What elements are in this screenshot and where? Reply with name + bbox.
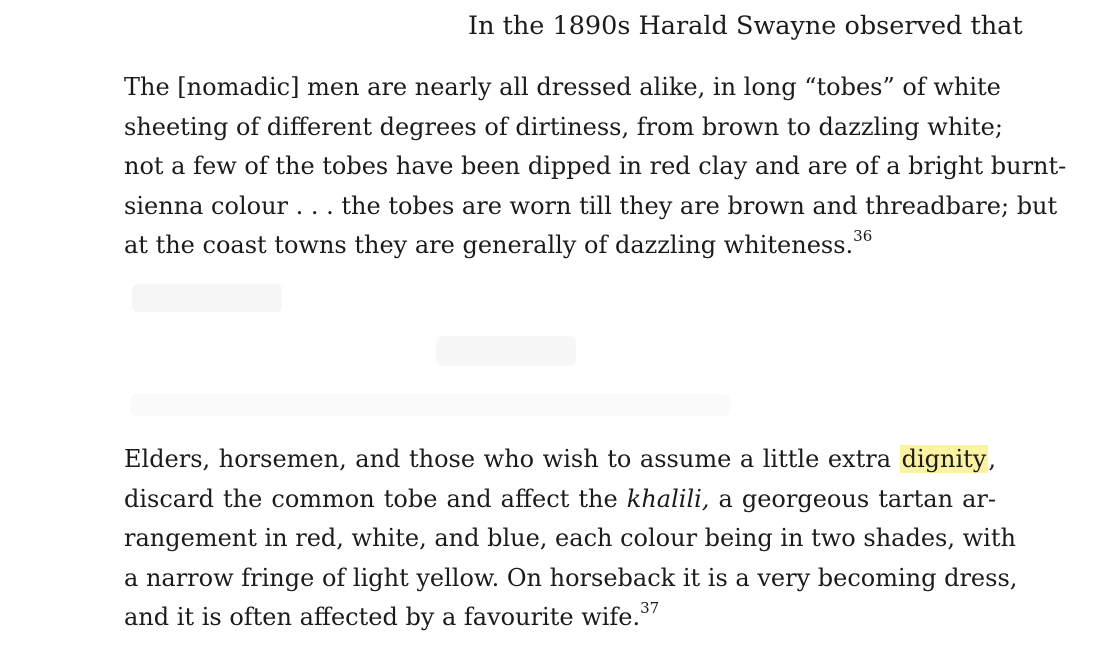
footnote-marker[interactable]: 36: [853, 227, 873, 245]
quote-line: not a few of the tobes have been dipped in red clay and are of a bright burnt-: [124, 152, 1067, 180]
quote-line-last: [124, 598, 996, 638]
quote-line: [124, 480, 996, 520]
quote-line: The [nomadic] men are nearly all dressed alike, in long “tobes” of white: [124, 73, 1001, 101]
quote-line: sienna colour . . . the tobes are worn till they are brown and threadbare; but: [124, 191, 1058, 220]
highlighted-word[interactable]: dignity: [901, 445, 987, 473]
quote-text: discard the common tobe and affect the: [124, 484, 627, 513]
bleed-through-mark: [436, 336, 576, 366]
bleed-through-mark: [132, 284, 282, 312]
quote-text: ,: [988, 445, 996, 473]
quote-line: sheeting of different degrees of dirtiness, from brown to dazzling white;: [124, 112, 1003, 141]
block-quote-2: [124, 440, 1018, 638]
quote-line-text: and it is often affected by a favourite wife.: [124, 603, 641, 631]
bleed-through-mark: [130, 394, 730, 416]
quote-line-last: [124, 226, 996, 266]
quote-line: a narrow fringe of light yellow. On horseback it is a very becoming dress,: [124, 563, 1018, 592]
footnote-marker[interactable]: 37: [640, 599, 660, 617]
intro-sentence: In the 1890s Harald Swayne observed that: [468, 11, 1023, 41]
quote-line-text: at the coast towns they are generally of dazzling whiteness.: [124, 231, 854, 259]
quote-text: a georgeous tartan ar-: [709, 484, 997, 513]
quote-line: [124, 440, 996, 480]
block-quote-1: [124, 68, 1067, 266]
quote-text: Elders, horsemen, and those who wish to assume a little extra: [124, 445, 900, 473]
italic-term: khalili,: [626, 484, 710, 513]
quote-line: rangement in red, white, and blue, each colour being in two shades, with: [124, 524, 1016, 552]
